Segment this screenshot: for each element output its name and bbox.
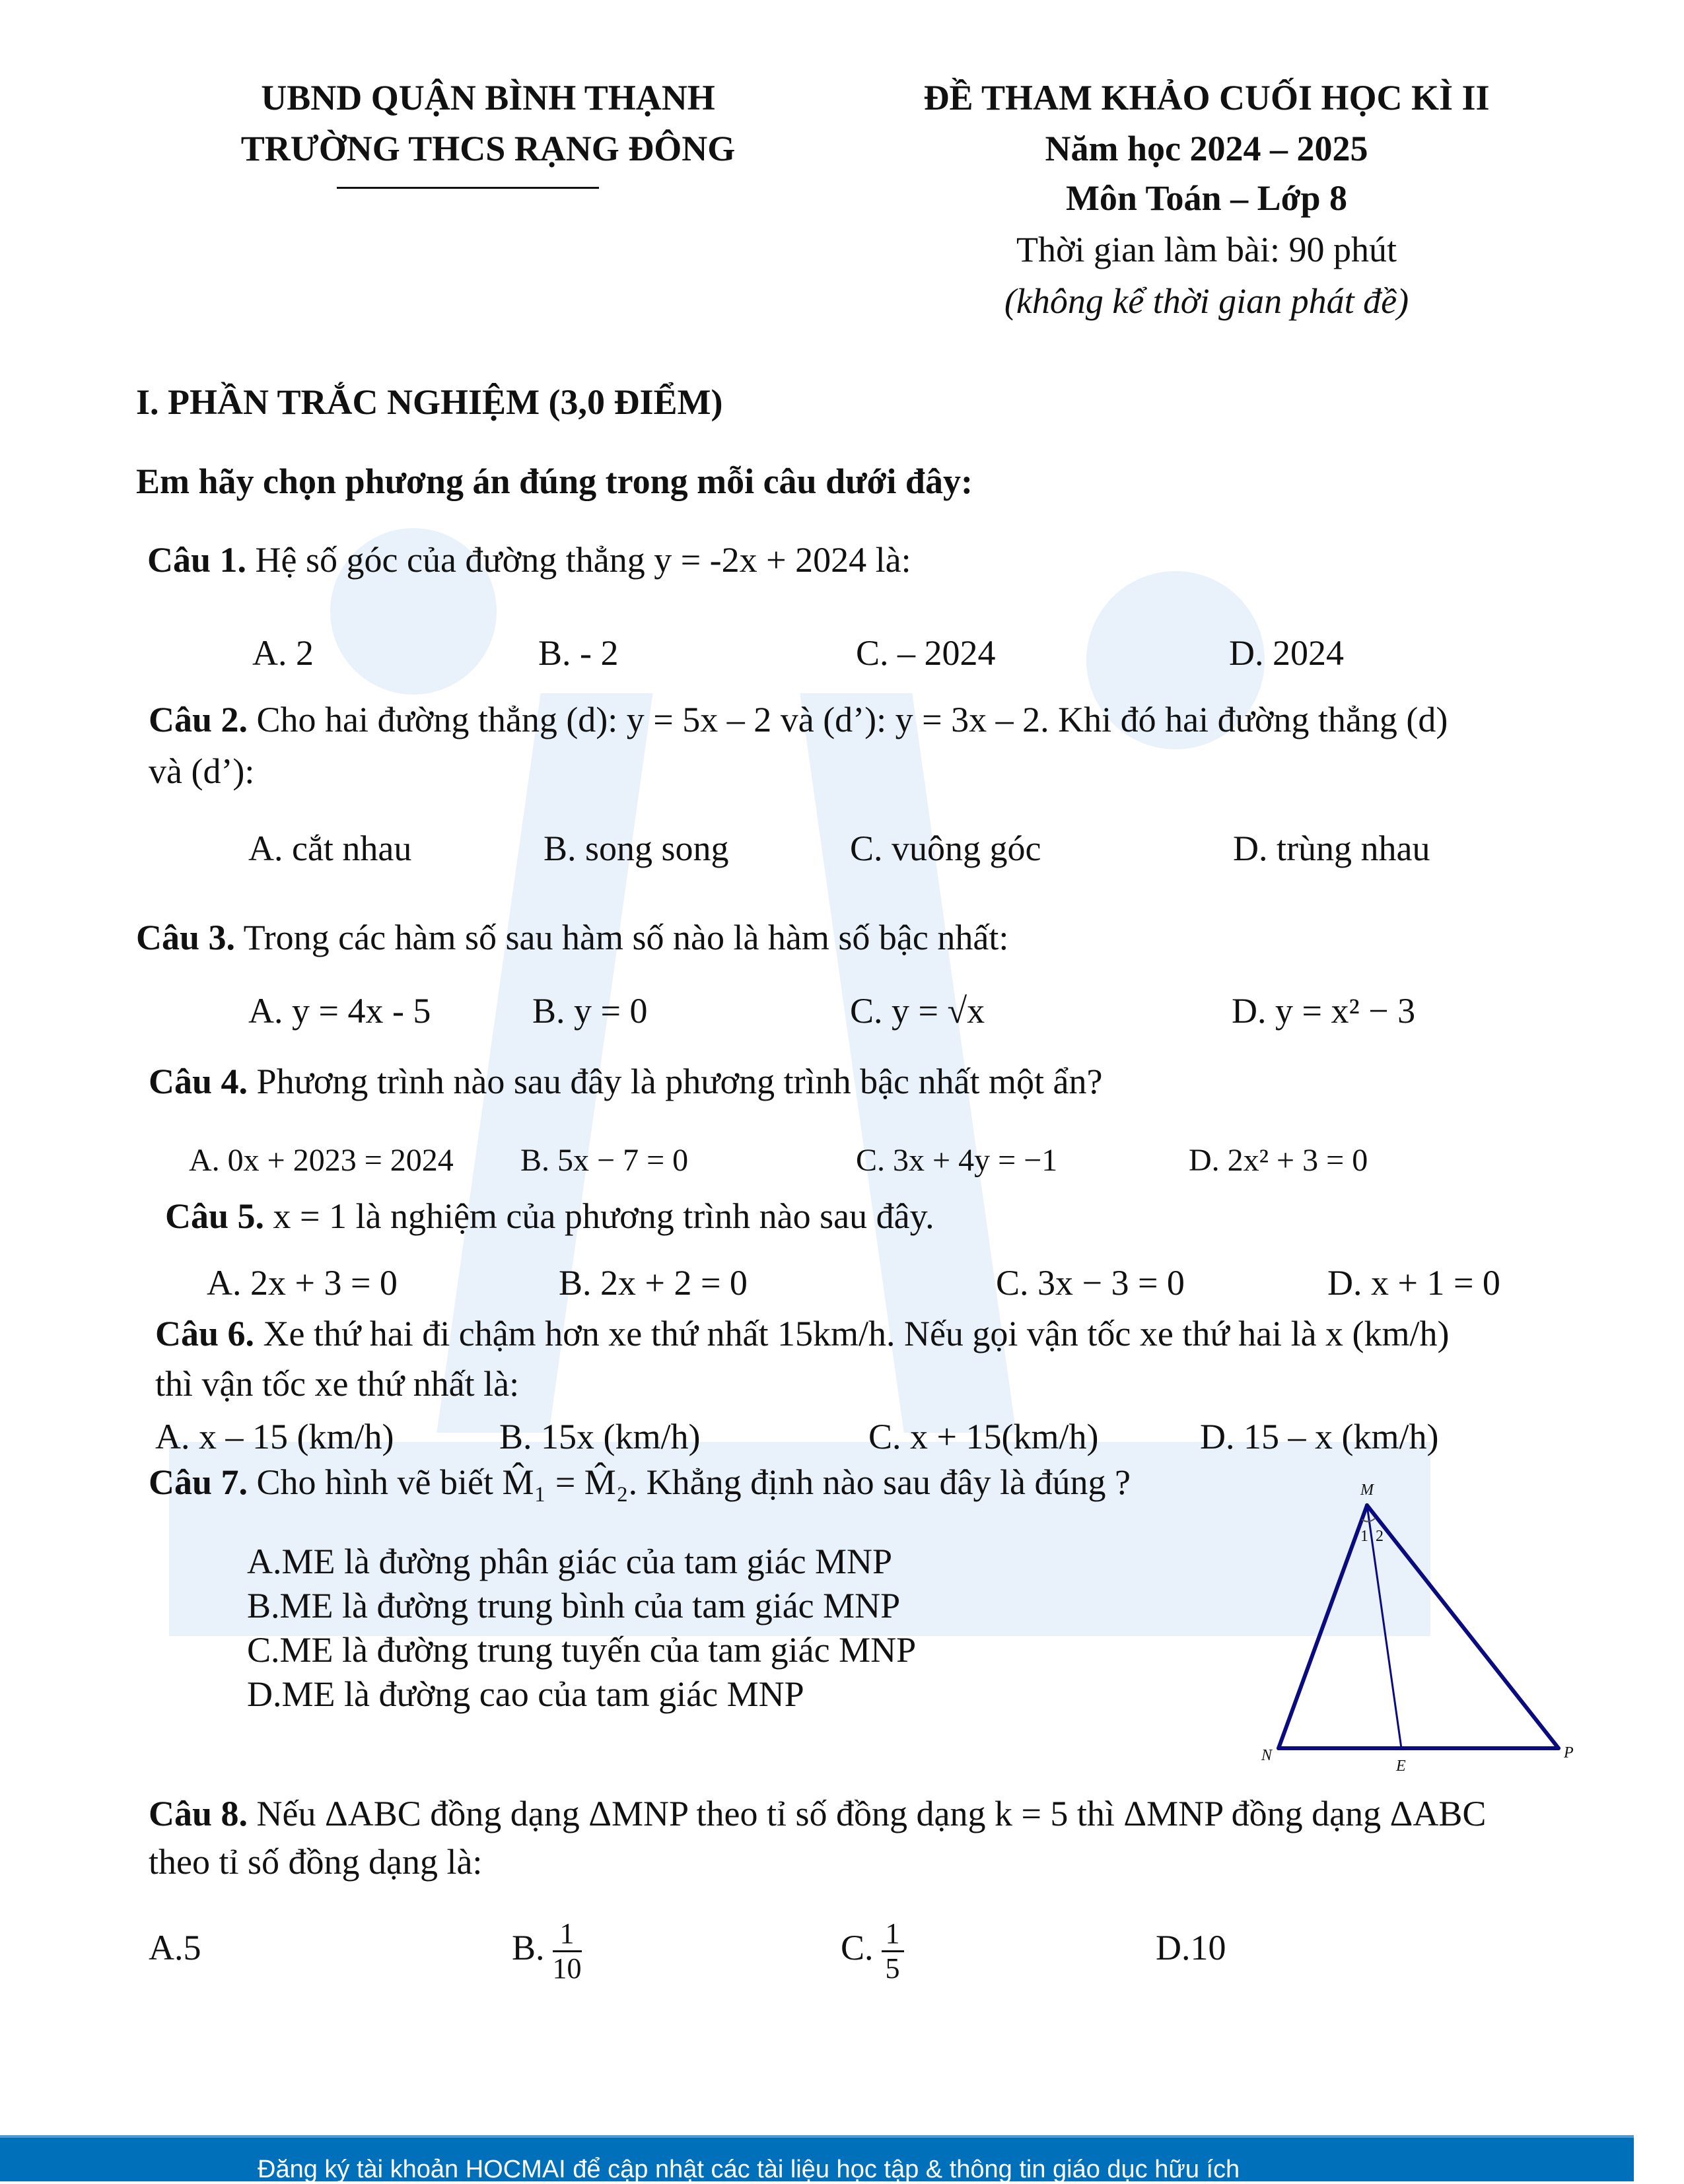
q5-option-c: C. 3x − 3 = 0 bbox=[996, 1263, 1185, 1303]
label-n: N bbox=[1261, 1747, 1273, 1764]
question-1: Câu 1. Hệ số góc của đường thẳng y = -2x + 2024 là: bbox=[147, 540, 911, 580]
label-p: P bbox=[1564, 1744, 1574, 1761]
q1-option-a: A. 2 bbox=[252, 633, 314, 673]
q6-option-a: A. x – 15 (km/h) bbox=[155, 1417, 394, 1456]
q5-option-b: B. 2x + 2 = 0 bbox=[559, 1263, 748, 1303]
label-angle-2: 2 bbox=[1376, 1528, 1384, 1545]
question-4: Câu 4. Phương trình nào sau đây là phương trình bậc nhất một ẩn? bbox=[149, 1062, 1103, 1101]
q5-option-a: A. 2x + 3 = 0 bbox=[207, 1263, 398, 1303]
question-8: Câu 8. Nếu ΔABC đồng dạng ΔMNP theo tỉ số đồng dạng k = 5 thì ΔMNP đồng dạng ΔABC bbox=[149, 1794, 1487, 1833]
q8-option-b: B. $\frac{1}{10}$ bbox=[512, 1917, 582, 1985]
exam-title: ĐỀ THAM KHẢO CUỐI HỌC KÌ II bbox=[923, 78, 1490, 118]
q7-option-c: C.ME là đường trung tuyến của tam giác MNP bbox=[247, 1630, 917, 1670]
q3-option-a: A. y = 4x - 5 bbox=[248, 991, 431, 1031]
school-year: Năm học 2024 – 2025 bbox=[1045, 129, 1368, 168]
section-instruction: Em hãy chọn phương án đúng trong mỗi câu dưới đây: bbox=[136, 461, 973, 501]
q7-option-d: D.ME là đường cao của tam giác MNP bbox=[247, 1674, 804, 1714]
question-5: Câu 5. x = 1 là nghiệm của phương trình nào sau đây. bbox=[165, 1196, 934, 1236]
q1-option-b: B. - 2 bbox=[538, 633, 619, 673]
q4-option-b: B. 5x − 7 = 0 bbox=[520, 1143, 689, 1178]
header-left-line1: UBND QUẬN BÌNH THẠNH bbox=[261, 78, 715, 118]
subject: Môn Toán – Lớp 8 bbox=[1065, 178, 1348, 218]
exam-time-note: (không kể thời gian phát đề) bbox=[1004, 281, 1409, 321]
question-8-cont: theo tỉ số đồng dạng là: bbox=[149, 1842, 483, 1882]
q3-option-b: B. y = 0 bbox=[532, 991, 648, 1031]
footer-banner[interactable] bbox=[0, 2135, 1634, 2181]
q2-option-c: C. vuông góc bbox=[850, 829, 1041, 868]
label-m: M bbox=[1360, 1482, 1374, 1499]
q6-option-c: C. x + 15(km/h) bbox=[868, 1417, 1099, 1456]
question-6-cont: thì vận tốc xe thứ nhất là: bbox=[155, 1364, 520, 1404]
q7-option-b: B.ME là đường trung bình của tam giác MNP bbox=[247, 1586, 901, 1625]
q1-option-c: C. – 2024 bbox=[856, 633, 996, 673]
footer-text[interactable]: Đăng ký tài khoản HOCMAI để cập nhật các tài liệu học tập & thông tin giáo dục hữu ích bbox=[258, 2156, 1240, 2183]
q8-option-d: D.10 bbox=[1156, 1928, 1226, 1967]
q4-option-a: A. 0x + 2023 = 2024 bbox=[189, 1143, 454, 1178]
q2-option-a: A. cắt nhau bbox=[248, 829, 412, 868]
q4-option-c: C. 3x + 4y = −1 bbox=[856, 1143, 1058, 1178]
q3-option-d: D. y = x² − 3 bbox=[1232, 991, 1416, 1031]
section-title: I. PHẦN TRẮC NGHIỆM (3,0 ĐIỂM) bbox=[136, 382, 723, 422]
q5-option-d: D. x + 1 = 0 bbox=[1327, 1263, 1500, 1303]
q8-option-a: A.5 bbox=[149, 1928, 201, 1967]
question-3: Câu 3. Trong các hàm số sau hàm số nào là hàm số bậc nhất: bbox=[136, 918, 1009, 957]
q6-option-d: D. 15 – x (km/h) bbox=[1200, 1417, 1439, 1456]
question-2-cont: và (d’): bbox=[149, 751, 255, 791]
question-2: Câu 2. Cho hai đường thẳng (d): y = 5x – 2 và (d’): y = 3x – 2. Khi đó hai đường thẳng (d) bbox=[149, 700, 1448, 739]
q7-option-a: A.ME là đường phân giác của tam giác MNP bbox=[247, 1542, 893, 1581]
side-mn bbox=[1279, 1505, 1367, 1748]
q8-option-c: C. $\frac{1}{5}$ bbox=[841, 1911, 904, 1985]
exam-time: Thời gian làm bài: 90 phút bbox=[1016, 230, 1397, 269]
header-left-line2: TRƯỜNG THCS RẠNG ĐÔNG bbox=[240, 129, 736, 168]
q2-option-b: B. song song bbox=[544, 829, 729, 868]
question-7: Câu 7. Cho hình vẽ biết M̂₁ = M̂₂. Khẳng định nào sau đây là đúng ? bbox=[149, 1462, 1131, 1502]
q3-option-c: C. y = √x bbox=[850, 991, 985, 1031]
label-angle-1: 1 bbox=[1360, 1528, 1368, 1545]
q2-option-d: D. trùng nhau bbox=[1233, 829, 1430, 868]
q4-option-d: D. 2x² + 3 = 0 bbox=[1189, 1143, 1368, 1178]
question-6: Câu 6. Xe thứ hai đi chậm hơn xe thứ nhất 15km/h. Nếu gọi vận tốc xe thứ hai là x (km/h) bbox=[155, 1314, 1450, 1353]
q1-option-d: D. 2024 bbox=[1229, 633, 1344, 673]
q6-option-b: B. 15x (km/h) bbox=[499, 1417, 701, 1456]
label-e: E bbox=[1396, 1757, 1406, 1775]
